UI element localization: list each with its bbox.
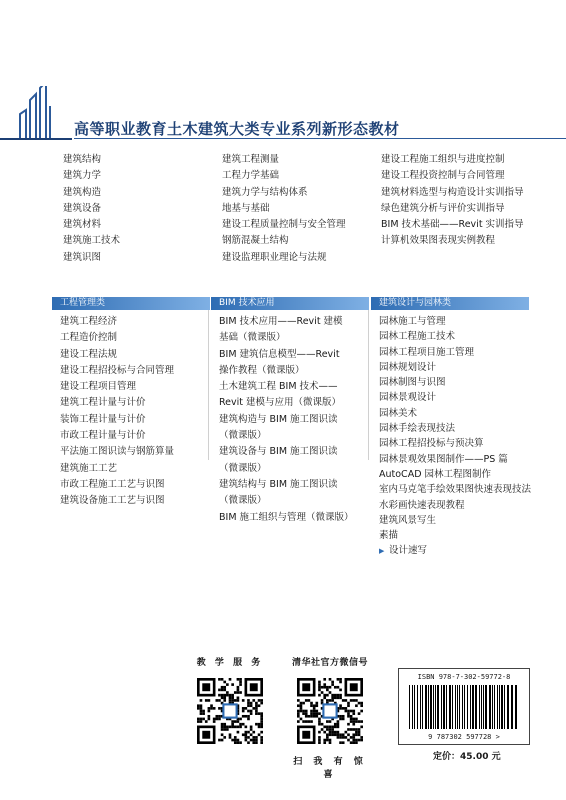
- book-title: 操作教程（微课版）: [219, 364, 305, 376]
- book-title: 园林工程项目施工管理: [379, 346, 475, 358]
- book-title: 建筑识图: [63, 251, 102, 263]
- qr-caption: 扫 我 有 惊 喜: [293, 757, 367, 780]
- book-title: 建筑材料选型与构造设计实训指导: [381, 186, 524, 198]
- price: 定价：45.00 元: [433, 752, 501, 762]
- book-title: 建设工程招投标与合同管理: [60, 364, 175, 376]
- book-title: 建设监理职业理论与法规: [222, 251, 327, 263]
- book-title: 建筑力学与结构体系: [222, 186, 308, 198]
- book-title: 园林施工与管理: [379, 316, 446, 327]
- book-title: 装饰工程计量与计价: [60, 413, 146, 425]
- category-header: 工程管理类: [52, 297, 210, 310]
- book-title: 园林工程施工技术: [379, 331, 456, 343]
- book-title: 建设工程质量控制与安全管理: [222, 219, 346, 231]
- category-bim: [211, 297, 369, 526]
- category-header: 建筑设计与园林类: [371, 297, 529, 310]
- book-title: 园林制图与识图: [379, 377, 446, 389]
- book-title: BIM 施工组织与管理（微课版）: [219, 511, 354, 523]
- book-title: Revit 建模与应用（微课版）: [219, 397, 342, 409]
- book-title: 建筑设备与 BIM 施工图识读: [219, 446, 338, 458]
- category-architecture-landscape: [371, 297, 532, 559]
- book-title: 建筑材料: [63, 219, 102, 231]
- category-engineering-management: [52, 297, 210, 510]
- book-title: （微课版）: [219, 430, 267, 442]
- book-title: BIM 技术基础——Revit 实训指导: [381, 219, 524, 231]
- top-list-column-2: [222, 152, 346, 266]
- book-title: BIM 建筑信息模型——Revit: [219, 348, 340, 360]
- book-title: 建设工程施工组织与进度控制: [381, 154, 505, 165]
- book-title: 建筑结构: [63, 154, 102, 165]
- barcode-bars-icon: [409, 685, 519, 729]
- book-title: 基础（微课版）: [219, 332, 286, 344]
- book-title: 计算机效果图表现实例教程: [381, 235, 496, 247]
- book-title: 建设工程法规: [60, 348, 118, 360]
- book-title: 钢筋混凝土结构: [222, 235, 289, 247]
- isbn-top-text: ISBN 978-7-302-59772-8: [417, 673, 511, 681]
- column-divider: [368, 310, 369, 460]
- book-title: 建筑施工工艺: [60, 462, 118, 474]
- book-title: 建设工程投资控制与合同管理: [381, 170, 505, 182]
- book-title: BIM 技术应用——Revit 建模: [219, 316, 343, 327]
- category-list: [211, 314, 369, 526]
- book-title: 素描: [379, 530, 399, 542]
- qr-code-icon[interactable]: [297, 678, 363, 744]
- header-rule-left: [0, 138, 72, 140]
- book-title: 建筑工程经济: [60, 316, 118, 327]
- book-title: 建筑工程计量与计价: [60, 397, 146, 409]
- category-list: [52, 314, 210, 510]
- top-list-column-3: [381, 152, 524, 250]
- category-list: [371, 314, 532, 559]
- book-title: 园林景观设计: [379, 392, 437, 404]
- isbn-barcode: [398, 668, 530, 745]
- book-title: 建筑构造: [63, 186, 102, 198]
- qr-label: 清华社官方微信号: [291, 658, 368, 668]
- book-title: 室内马克笔手绘效果图快速表现技法: [379, 484, 532, 496]
- book-title: 园林美术: [379, 407, 418, 419]
- header-rule-right: [74, 138, 566, 139]
- qr-label: 教 学 服 务: [196, 658, 264, 668]
- book-title: （微课版）: [219, 495, 267, 507]
- book-title: 工程力学基础: [222, 170, 280, 182]
- isbn-bottom-text: 9 787302 597728 >: [428, 733, 500, 741]
- book-title: 建筑风景写生: [379, 514, 437, 526]
- book-title: 建筑构造与 BIM 施工图识读: [219, 413, 338, 425]
- book-title: 建筑结构与 BIM 施工图识读: [219, 478, 338, 490]
- book-title: 园林景观效果图制作——PS 篇: [379, 453, 508, 465]
- book-title: 建筑设备: [63, 202, 102, 214]
- book-title: 建设工程项目管理: [60, 381, 137, 393]
- category-header: BIM 技术应用: [211, 297, 369, 310]
- book-title: 市政工程施工工艺与识图: [60, 478, 165, 490]
- book-title: 园林规划设计: [379, 361, 437, 373]
- top-list-column-1: [63, 152, 120, 266]
- book-title: 园林工程招投标与预决算: [379, 438, 484, 450]
- series-title: 高等职业教育土木建筑大类专业系列新形态教材: [74, 120, 400, 138]
- book-title: 土木建筑工程 BIM 技术——: [219, 381, 338, 393]
- book-title: 建筑设备施工工艺与识图: [60, 495, 165, 507]
- book-title: 建筑工程测量: [222, 154, 280, 165]
- book-title: AutoCAD 园林工程图制作: [379, 468, 492, 480]
- book-title: 平法施工图识读与钢筋算量: [60, 446, 175, 458]
- book-title: 建筑力学: [63, 170, 102, 182]
- book-title: ▶ 设计速写: [379, 543, 529, 558]
- book-title: 地基与基础: [222, 202, 270, 214]
- book-title: 绿色建筑分析与评价实训指导: [381, 202, 505, 214]
- book-title: 水彩画快速表现教程: [379, 499, 465, 511]
- qr-code-icon[interactable]: [197, 678, 263, 744]
- book-title: 园林手绘表现技法: [379, 423, 456, 435]
- book-title: （微课版）: [219, 462, 267, 474]
- book-title: 建筑施工技术: [63, 235, 121, 247]
- book-title: 市政工程计量与计价: [60, 430, 146, 442]
- wechat-qr-block: [284, 656, 376, 780]
- triangle-right-icon: ▶: [379, 547, 385, 556]
- book-title: 工程造价控制: [60, 332, 118, 344]
- column-divider: [208, 310, 209, 460]
- building-lines-logo-icon: [18, 86, 54, 138]
- teaching-service-qr-block: [184, 656, 276, 744]
